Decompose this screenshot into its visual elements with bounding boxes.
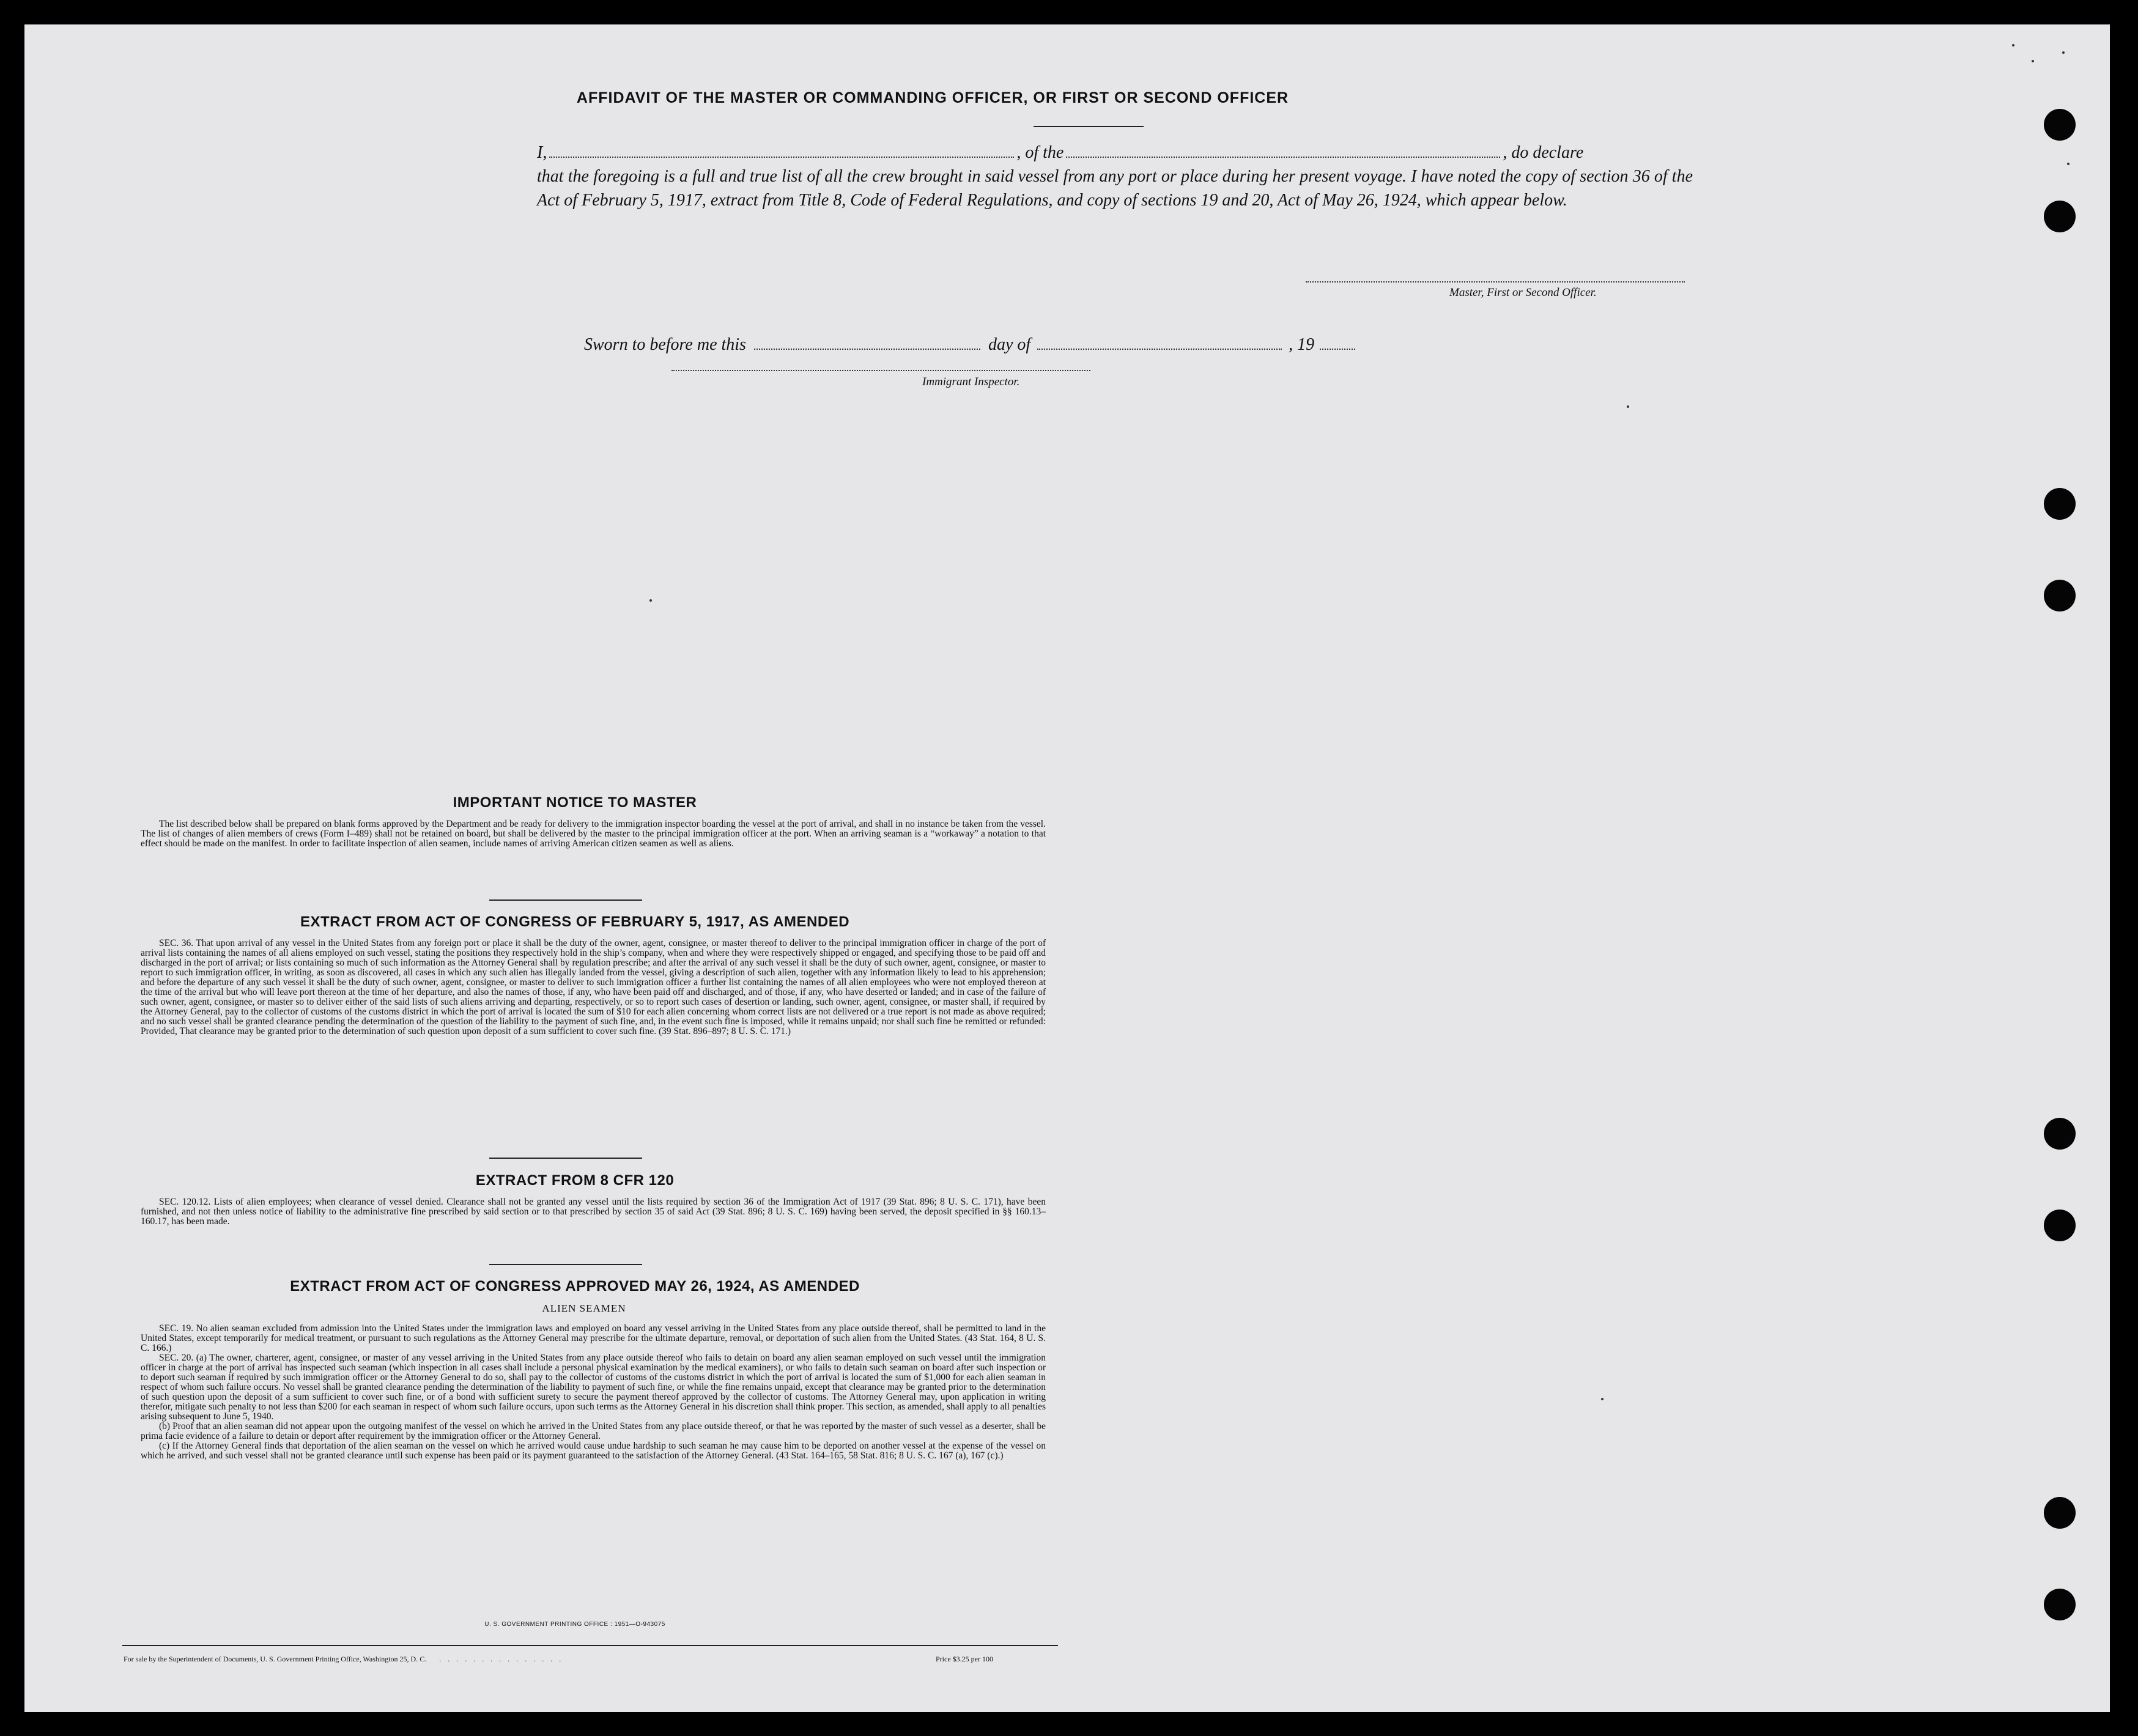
notice-paragraph: The list described below shall be prepared on blank forms approved by the Department and be ready for delivery to the immigration inspector boarding the vessel at the port of arrival, and shall in no instance be taken from the vessel. The list of changes of alien members of crews (Form I–489) shall not be retained on board, but shall be delivered by the master to the principal immigration officer at the port. When an arriving seaman is a “workaway” a notation to that effect should be made on the manifest. In order to facilitate inspection of alien seamen, include names of arriving American citizen seamen as well as aliens. — [141, 819, 1046, 849]
vessel-name-field[interactable] — [1066, 156, 1500, 158]
extract-1917-title: EXTRACT FROM ACT OF CONGRESS OF FEBRUARY 5, 1917, AS AMENDED — [300, 914, 850, 930]
price-notice: Price $3.25 per 100 — [936, 1655, 993, 1663]
sworn-prefix: Sworn to before me this — [584, 335, 746, 354]
sale-leader: . . . . . . . . . . . . . . . — [439, 1655, 564, 1663]
declaration-do-declare: , do declare — [1503, 143, 1584, 162]
sec-20a-paragraph: SEC. 20. (a) The owner, charterer, agent, consignee, or master of any vessel arriving in the United States from any place outside thereof who fails to detain on board any alien seaman employed on such vessel until the immigration officer in charge at the port of arrival has inspected such seaman (which inspection in all cases shall include a personal physical examination by the medical examiners), or who fails to detain such seaman on board after such inspection or to deport such seaman if required by such immigration officer or the Attorney General to do so, shall pay to the collector of customs of the customs district in which the port of arrival is located the sum of $1,000 for each alien seaman in respect of whom such failure occurs. No vessel shall be granted clearance pending the determination of the liability to payment of such fine, or while the fine remains unpaid, except that clearance may be granted prior to the determination of such question upon the deposit of a sum sufficient to cover such fine, or of a bond with sufficient surety to secure the payment thereof approved by the collector of customs. The Attorney General may, upon application in writing therefor, mitigate such penalty to not less than $200 for each seaman in respect of whom such failure occurs, upon such terms as the Attorney General in his discretion shall think proper. This section, as amended, shall apply to all penalties arising subsequent to June 5, 1940. — [141, 1353, 1046, 1422]
sale-text: For sale by the Superintendent of Documents, U. S. Government Printing Office, Washington 25, D. C. — [124, 1655, 427, 1663]
notice-divider — [489, 899, 642, 901]
master-signature-line[interactable] — [1306, 281, 1685, 283]
scan-speck — [2062, 51, 2065, 54]
punch-hole — [2044, 488, 2076, 520]
affidavit-title: AFFIDAVIT OF THE MASTER OR COMMANDING OFFICER, OR FIRST OR SECOND OFFICER — [576, 89, 1289, 106]
scan-speck — [2067, 163, 2070, 165]
scan-speck — [649, 599, 652, 602]
sworn-year-label: , 19 — [1289, 335, 1315, 354]
sec-20b-paragraph: (b) Proof that an alien seaman did not appear upon the outgoing manifest of the vessel on which he arrived in the United States from any place outside thereof, or that he was reported by the master of such vessel as a deserter, shall be prima facie evidence of a failure to detain or deport after requirement by the immigration officer or the Attorney General. — [141, 1421, 1046, 1441]
punch-hole — [2044, 1589, 2076, 1620]
extract-cfr-title: EXTRACT FROM 8 CFR 120 — [475, 1172, 675, 1189]
extract-1917-divider — [489, 1158, 642, 1159]
form-page — [24, 24, 2110, 1712]
scan-speck — [1601, 1398, 1603, 1400]
extract-1917-text — [141, 939, 1046, 1036]
sec-120-12-paragraph: SEC. 120.12. Lists of alien employees; when clearance of vessel denied. Clearance shall not be granted any vessel until the lists required by section 36 of the Immigration Act of 1917 (39 Stat. 896; 8 U. S. C. 171), have been furnished, and not then unless notice of liability to the administrative fine prescribed by said section or to that prescribed by section 35 of said Act (39 Stat. 896; 8 U. S. C. 169) having been served, the deposit specified in §§ 160.13–160.17, has been made. — [141, 1197, 1046, 1227]
master-name-field[interactable] — [549, 156, 1014, 158]
sec-19-paragraph: SEC. 19. No alien seaman excluded from admission into the United States under the immigration laws and employed on board any vessel arriving in the United States from any place outside thereof, shall be permitted to land in the United States, except temporarily for medical treatment, or pursuant to such regulations as the Attorney General may prescribe for the ultimate departure, removal, or deportation of such alien from the United States. (43 Stat. 164, 8 U. S. C. 166.) — [141, 1323, 1046, 1353]
sec-36-paragraph: SEC. 36. That upon arrival of any vessel in the United States from any foreign port or place it shall be the duty of the owner, agent, consignee, or master thereof to deliver to the principal immigration officer in charge of the port of arrival lists containing the names of all aliens employed on such vessel, stating the positions they respectively hold in the ship’s company, when and where they were respectively shipped or engaged, and specifying those to be paid off and discharged in the port of arrival; or lists containing so much of such information as the Attorney General shall by regulation prescribe; and after the arrival of any such vessel it shall be the duty of such owner, agent, consignee, or master to report to such immigration officer, in writing, as soon as discovered, all cases in which any such alien has illegally landed from the vessel, giving a description of such alien, together with any information likely to lead to his apprehension; and before the departure of any such vessel it shall be the duty of such owner, agent, consignee, or master to deliver to such immigration officer a further list containing the names of all alien employees who were not employed thereon at the time of the arrival but who will leave port thereon at the time of her departure, and also the names of those, if any, who have been paid off and discharged, and of those, if any, who have deserted or landed; and in case of the failure of such owner, agent, consignee, or master so to deliver either of the said lists of such aliens arriving and departing, respectively, or so to report such cases of desertion or landing, such owner, agent, consignee, or master shall, if required by the Attorney General, pay to the collector of customs of the customs district in which the port of arrival is located the sum of $10 for each alien concerning whom correct lists are not delivered or a true report is not made as above required; and no such vessel shall be granted clearance pending the determination of the question of the liability to the payment of such fine, and, in the event such fine is imposed, while it remains unpaid; nor shall such fine be remitted or refunded: Provided, That clearance may be granted prior to the determination of such question upon deposit of a sum sufficient to cover such fine. (39 Stat. 896–897; 8 U. S. C. 171.) — [141, 938, 1046, 1036]
affidavit-declaration — [537, 141, 1693, 212]
scan-speck — [2032, 60, 2034, 62]
sworn-day-field[interactable] — [754, 348, 980, 350]
sec-20c-paragraph: (c) If the Attorney General finds that deportation of the alien seaman on the vessel on which he arrived would cause undue hardship to such seaman he may cause him to be deported on another vessel at the expense of the vessel on which he arrived, and such vessel shall not be granted clearance until such expense has been paid or its payment guaranteed to the satisfaction of the Attorney General. (43 Stat. 164–165, 58 Stat. 816; 8 U. S. C. 167 (a), 167 (c).) — [141, 1441, 1046, 1461]
scan-speck — [2012, 44, 2014, 46]
punch-hole — [2044, 109, 2076, 141]
alien-seamen-subtitle: ALIEN SEAMEN — [542, 1302, 626, 1314]
notice-title: IMPORTANT NOTICE TO MASTER — [453, 794, 697, 811]
declaration-i: I, — [537, 143, 547, 162]
sworn-day-of: day of — [988, 335, 1031, 354]
sale-notice — [124, 1655, 563, 1664]
extract-1924-text — [141, 1324, 1046, 1461]
sworn-year-field[interactable] — [1320, 348, 1355, 350]
punch-hole — [2044, 201, 2076, 232]
gpo-imprint: U. S. GOVERNMENT PRINTING OFFICE : 1951—O-943075 — [484, 1621, 665, 1628]
declaration-body: that the foregoing is a full and true list of all the crew brought in said vessel from any port or place during her present voyage. I have noted the copy of section 36 of the Act of February 5, 1917, extract from Title 8, Code of Federal Regulations, and copy of sections 19 and 20, Act of May 26, 1924, which appear below. — [537, 167, 1693, 210]
extract-1924-title: EXTRACT FROM ACT OF CONGRESS APPROVED MAY 26, 1924, AS AMENDED — [290, 1278, 860, 1295]
declaration-first-line — [537, 141, 1693, 164]
notice-text — [141, 819, 1046, 849]
sworn-month-field[interactable] — [1037, 348, 1282, 350]
extract-cfr-divider — [489, 1264, 642, 1265]
footer-rule — [122, 1645, 1058, 1646]
scan-speck — [1627, 405, 1629, 408]
punch-hole — [2044, 1497, 2076, 1529]
inspector-signature-caption: Immigrant Inspector. — [922, 375, 1020, 388]
inspector-signature-line[interactable] — [671, 370, 1090, 371]
punch-hole — [2044, 1210, 2076, 1241]
declaration-of-the: , of the — [1016, 143, 1064, 162]
extract-cfr-text — [141, 1197, 1046, 1227]
punch-hole — [2044, 1118, 2076, 1150]
master-signature-caption: Master, First or Second Officer. — [1449, 286, 1597, 299]
sworn-line — [584, 335, 1355, 355]
punch-hole — [2044, 580, 2076, 611]
title-divider — [1034, 126, 1144, 127]
